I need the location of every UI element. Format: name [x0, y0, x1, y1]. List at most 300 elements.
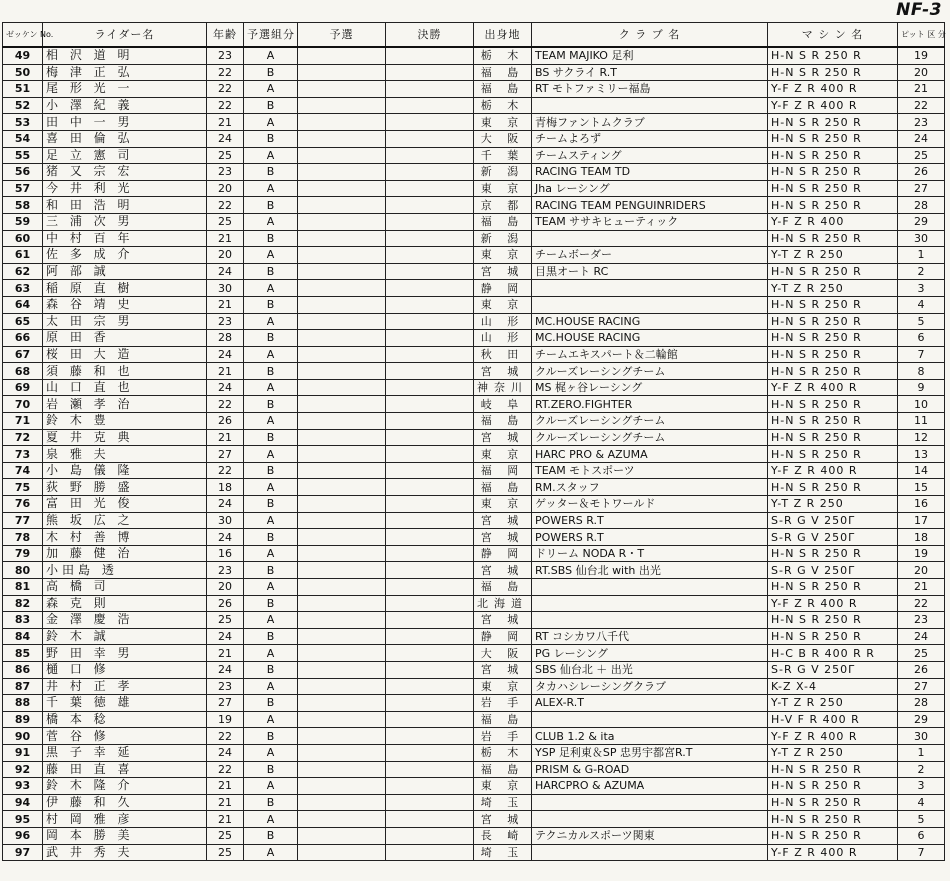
machine-name: S-R G V 250Γ: [768, 512, 898, 529]
table-row: [3, 545, 945, 562]
qualifying-group: A: [244, 213, 298, 230]
page-tag: NF-3: [896, 0, 942, 20]
machine-name: S-R G V 250Γ: [768, 562, 898, 579]
rider-name: 荻 野 勝 盛: [43, 479, 207, 496]
table-row: [3, 761, 945, 778]
rider-age: 24: [207, 263, 244, 280]
qualifying-result: [298, 280, 386, 297]
club-name: 青梅ファントムクラブ: [532, 114, 768, 131]
final-result: [386, 429, 474, 446]
origin-prefecture: 神奈川: [474, 379, 532, 396]
qualifying-result: [298, 744, 386, 761]
machine-name: H-N S R 250 R: [768, 579, 898, 596]
origin-prefecture: 宮 城: [474, 263, 532, 280]
club-name: チームスティング: [532, 147, 768, 164]
club-name: [532, 579, 768, 596]
club-name: [532, 296, 768, 313]
machine-name: H-N S R 250 R: [768, 164, 898, 181]
rider-age: 20: [207, 180, 244, 197]
machine-name: H-N S R 250 R: [768, 479, 898, 496]
machine-name: H-N S R 250 R: [768, 130, 898, 147]
pit-section: 29: [898, 213, 945, 230]
header-qualifying: 予選: [298, 23, 386, 48]
club-name: MC.HOUSE RACING: [532, 330, 768, 347]
machine-name: H-N S R 250 R: [768, 363, 898, 380]
qualifying-group: B: [244, 130, 298, 147]
table-row: [3, 429, 945, 446]
table-row: [3, 678, 945, 695]
table-row: [3, 512, 945, 529]
pit-section: 23: [898, 612, 945, 629]
table-row: [3, 529, 945, 546]
club-name: ゲッター＆モトワールド: [532, 496, 768, 513]
rider-number: 95: [3, 811, 43, 828]
rider-number: 54: [3, 130, 43, 147]
rider-age: 16: [207, 545, 244, 562]
origin-prefecture: 静 岡: [474, 280, 532, 297]
rider-name: 高 橋 司: [43, 579, 207, 596]
table-body: [3, 47, 945, 861]
rider-age: 23: [207, 562, 244, 579]
pit-section: 27: [898, 180, 945, 197]
header-number: ゼッケン No.: [3, 23, 43, 48]
machine-name: H-N S R 250 R: [768, 330, 898, 347]
qualifying-group: A: [244, 81, 298, 98]
rider-name: 加 藤 健 治: [43, 545, 207, 562]
table-row: [3, 230, 945, 247]
qualifying-group: B: [244, 363, 298, 380]
table-row: [3, 81, 945, 98]
pit-section: 26: [898, 661, 945, 678]
qualifying-group: A: [244, 778, 298, 795]
pit-section: 22: [898, 97, 945, 114]
pit-section: 6: [898, 827, 945, 844]
final-result: [386, 247, 474, 264]
qualifying-group: A: [244, 512, 298, 529]
rider-name: 阿 部 誠: [43, 263, 207, 280]
origin-prefecture: 東 京: [474, 114, 532, 131]
origin-prefecture: 静 岡: [474, 628, 532, 645]
table-row: [3, 313, 945, 330]
rider-name: 泉 雅 夫: [43, 446, 207, 463]
header-pit: ピット 区 分: [898, 23, 945, 48]
rider-number: 56: [3, 164, 43, 181]
rider-name: 橋 本 稔: [43, 711, 207, 728]
rider-age: 24: [207, 529, 244, 546]
qualifying-result: [298, 147, 386, 164]
rider-age: 23: [207, 47, 244, 64]
machine-name: H-N S R 250 R: [768, 612, 898, 629]
qualifying-group: A: [244, 413, 298, 430]
table-row: [3, 628, 945, 645]
rider-name: 小 島 儀 隆: [43, 462, 207, 479]
club-name: [532, 811, 768, 828]
qualifying-result: [298, 263, 386, 280]
origin-prefecture: 新 潟: [474, 230, 532, 247]
rider-name: 木 村 善 博: [43, 529, 207, 546]
club-name: RACING TEAM TD: [532, 164, 768, 181]
qualifying-result: [298, 811, 386, 828]
rider-age: 18: [207, 479, 244, 496]
origin-prefecture: 大 阪: [474, 645, 532, 662]
final-result: [386, 180, 474, 197]
rider-age: 21: [207, 794, 244, 811]
rider-name: 足 立 憲 司: [43, 147, 207, 164]
rider-name: 村 岡 雅 彦: [43, 811, 207, 828]
origin-prefecture: 北海道: [474, 595, 532, 612]
qualifying-result: [298, 429, 386, 446]
qualifying-result: [298, 197, 386, 214]
origin-prefecture: 東 京: [474, 778, 532, 795]
qualifying-result: [298, 645, 386, 662]
machine-name: H-N S R 250 R: [768, 761, 898, 778]
club-name: PRISM & G-ROAD: [532, 761, 768, 778]
qualifying-group: A: [244, 645, 298, 662]
rider-number: 74: [3, 462, 43, 479]
pit-section: 8: [898, 363, 945, 380]
club-name: BS サクライ R.T: [532, 64, 768, 81]
rider-age: 20: [207, 579, 244, 596]
club-name: POWERS R.T: [532, 529, 768, 546]
table-row: [3, 728, 945, 745]
rider-name: 佐 多 成 介: [43, 247, 207, 264]
rider-name: 須 藤 和 也: [43, 363, 207, 380]
rider-number: 85: [3, 645, 43, 662]
rider-name: 三 浦 次 男: [43, 213, 207, 230]
table-row: [3, 579, 945, 596]
final-result: [386, 114, 474, 131]
table-row: [3, 778, 945, 795]
table-row: [3, 164, 945, 181]
club-name: TEAM MAJIKO 足利: [532, 47, 768, 64]
table-row: [3, 811, 945, 828]
machine-name: Y-F Z R 400 R: [768, 379, 898, 396]
pit-section: 1: [898, 247, 945, 264]
origin-prefecture: 福 島: [474, 479, 532, 496]
machine-name: H-N S R 250 R: [768, 296, 898, 313]
rider-age: 24: [207, 130, 244, 147]
table-row: [3, 263, 945, 280]
rider-number: 66: [3, 330, 43, 347]
qualifying-result: [298, 612, 386, 629]
pit-section: 13: [898, 446, 945, 463]
rider-name: 梅 津 正 弘: [43, 64, 207, 81]
table-row: [3, 496, 945, 513]
pit-section: 14: [898, 462, 945, 479]
rider-name: 金 澤 慶 浩: [43, 612, 207, 629]
origin-prefecture: 福 島: [474, 761, 532, 778]
rider-number: 52: [3, 97, 43, 114]
table-row: [3, 562, 945, 579]
qualifying-result: [298, 579, 386, 596]
pit-section: 18: [898, 529, 945, 546]
rider-age: 26: [207, 595, 244, 612]
pit-section: 10: [898, 396, 945, 413]
rider-age: 22: [207, 64, 244, 81]
club-name: ドリーム NODA R・T: [532, 545, 768, 562]
machine-name: H-N S R 250 R: [768, 197, 898, 214]
table-row: [3, 330, 945, 347]
pit-section: 21: [898, 81, 945, 98]
final-result: [386, 164, 474, 181]
pit-section: 16: [898, 496, 945, 513]
club-name: タカハシレーシングクラブ: [532, 678, 768, 695]
club-name: [532, 595, 768, 612]
rider-name: 井 村 正 孝: [43, 678, 207, 695]
rider-age: 24: [207, 346, 244, 363]
qualifying-result: [298, 230, 386, 247]
rider-name: 武 井 秀 夫: [43, 844, 207, 861]
machine-name: H-N S R 250 R: [768, 147, 898, 164]
final-result: [386, 346, 474, 363]
table-row: [3, 595, 945, 612]
machine-name: H-N S R 250 R: [768, 313, 898, 330]
final-result: [386, 396, 474, 413]
machine-name: Y-F Z R 400 R: [768, 462, 898, 479]
rider-name: 小田島 透: [43, 562, 207, 579]
rider-age: 21: [207, 645, 244, 662]
rider-number: 72: [3, 429, 43, 446]
final-result: [386, 296, 474, 313]
club-name: チームよろず: [532, 130, 768, 147]
rider-name: 岩 瀬 孝 治: [43, 396, 207, 413]
qualifying-result: [298, 81, 386, 98]
qualifying-result: [298, 778, 386, 795]
club-name: MS 梶ヶ谷レーシング: [532, 379, 768, 396]
machine-name: H-N S R 250 R: [768, 446, 898, 463]
pit-section: 20: [898, 562, 945, 579]
origin-prefecture: 宮 城: [474, 363, 532, 380]
rider-age: 27: [207, 695, 244, 712]
pit-section: 28: [898, 197, 945, 214]
machine-name: Y-T Z R 250: [768, 280, 898, 297]
rider-number: 94: [3, 794, 43, 811]
qualifying-result: [298, 213, 386, 230]
pit-section: 4: [898, 794, 945, 811]
rider-name: 和 田 浩 明: [43, 197, 207, 214]
rider-number: 78: [3, 529, 43, 546]
qualifying-group: B: [244, 330, 298, 347]
pit-section: 30: [898, 728, 945, 745]
rider-age: 22: [207, 197, 244, 214]
qualifying-group: A: [244, 346, 298, 363]
pit-section: 9: [898, 379, 945, 396]
rider-number: 53: [3, 114, 43, 131]
final-result: [386, 728, 474, 745]
club-name: [532, 612, 768, 629]
machine-name: K-Z X-4: [768, 678, 898, 695]
rider-number: 50: [3, 64, 43, 81]
final-result: [386, 446, 474, 463]
machine-name: H-N S R 250 R: [768, 180, 898, 197]
qualifying-result: [298, 64, 386, 81]
final-result: [386, 562, 474, 579]
table-row: [3, 695, 945, 712]
table-row: [3, 213, 945, 230]
qualifying-group: B: [244, 164, 298, 181]
rider-age: 24: [207, 379, 244, 396]
rider-age: 24: [207, 744, 244, 761]
rider-number: 76: [3, 496, 43, 513]
final-result: [386, 512, 474, 529]
rider-name: 森 克 則: [43, 595, 207, 612]
table-row: [3, 180, 945, 197]
rider-age: 23: [207, 678, 244, 695]
origin-prefecture: 栃 木: [474, 744, 532, 761]
machine-name: Y-F Z R 400 R: [768, 728, 898, 745]
club-name: [532, 280, 768, 297]
rider-number: 75: [3, 479, 43, 496]
final-result: [386, 379, 474, 396]
rider-number: 71: [3, 413, 43, 430]
origin-prefecture: 福 岡: [474, 462, 532, 479]
rider-number: 62: [3, 263, 43, 280]
rider-name: 黒 子 幸 延: [43, 744, 207, 761]
qualifying-group: B: [244, 462, 298, 479]
rider-name: 鈴 木 隆 介: [43, 778, 207, 795]
qualifying-group: A: [244, 545, 298, 562]
rider-age: 21: [207, 429, 244, 446]
qualifying-group: A: [244, 313, 298, 330]
machine-name: Y-T Z R 250: [768, 496, 898, 513]
rider-age: 23: [207, 313, 244, 330]
qualifying-group: A: [244, 280, 298, 297]
final-result: [386, 413, 474, 430]
table-row: [3, 296, 945, 313]
pit-section: 4: [898, 296, 945, 313]
table-row: [3, 97, 945, 114]
final-result: [386, 612, 474, 629]
origin-prefecture: 宮 城: [474, 529, 532, 546]
machine-name: H-N S R 250 R: [768, 429, 898, 446]
final-result: [386, 761, 474, 778]
club-name: RT モトファミリー福島: [532, 81, 768, 98]
rider-name: 夏 井 克 典: [43, 429, 207, 446]
pit-section: 20: [898, 64, 945, 81]
pit-section: 12: [898, 429, 945, 446]
club-name: クルーズレーシングチーム: [532, 413, 768, 430]
club-name: PG レーシング: [532, 645, 768, 662]
table-row: [3, 147, 945, 164]
final-result: [386, 197, 474, 214]
qualifying-group: A: [244, 446, 298, 463]
qualifying-group: B: [244, 197, 298, 214]
table-row: [3, 47, 945, 64]
machine-name: H-N S R 250 R: [768, 545, 898, 562]
qualifying-result: [298, 379, 386, 396]
rider-name: 稲 原 直 樹: [43, 280, 207, 297]
rider-number: 86: [3, 661, 43, 678]
table-row: [3, 479, 945, 496]
qualifying-group: A: [244, 114, 298, 131]
qualifying-group: B: [244, 529, 298, 546]
rider-name: 鈴 木 誠: [43, 628, 207, 645]
qualifying-group: B: [244, 628, 298, 645]
machine-name: Y-T Z R 250: [768, 744, 898, 761]
club-name: HARC PRO & AZUMA: [532, 446, 768, 463]
qualifying-group: B: [244, 97, 298, 114]
club-name: Jha レーシング: [532, 180, 768, 197]
qualifying-group: A: [244, 180, 298, 197]
qualifying-group: B: [244, 794, 298, 811]
final-result: [386, 147, 474, 164]
final-result: [386, 479, 474, 496]
rider-age: 21: [207, 296, 244, 313]
rider-age: 28: [207, 330, 244, 347]
qualifying-group: A: [244, 579, 298, 596]
club-name: RT.ZERO.FIGHTER: [532, 396, 768, 413]
origin-prefecture: 福 島: [474, 64, 532, 81]
machine-name: H-N S R 250 R: [768, 64, 898, 81]
final-result: [386, 313, 474, 330]
final-result: [386, 579, 474, 596]
qualifying-result: [298, 496, 386, 513]
rider-number: 57: [3, 180, 43, 197]
machine-name: H-N S R 250 R: [768, 628, 898, 645]
qualifying-result: [298, 396, 386, 413]
club-name: [532, 711, 768, 728]
club-name: クルーズレーシングチーム: [532, 429, 768, 446]
machine-name: S-R G V 250Γ: [768, 529, 898, 546]
table-row: [3, 462, 945, 479]
final-result: [386, 280, 474, 297]
qualifying-result: [298, 678, 386, 695]
qualifying-group: B: [244, 230, 298, 247]
rider-number: 64: [3, 296, 43, 313]
rider-name: 菅 谷 修: [43, 728, 207, 745]
club-name: テクニカルスポーツ関東: [532, 827, 768, 844]
origin-prefecture: 東 京: [474, 180, 532, 197]
rider-number: 89: [3, 711, 43, 728]
rider-number: 82: [3, 595, 43, 612]
origin-prefecture: 新 潟: [474, 164, 532, 181]
club-name: [532, 97, 768, 114]
pit-section: 19: [898, 47, 945, 64]
rider-number: 68: [3, 363, 43, 380]
qualifying-result: [298, 711, 386, 728]
final-result: [386, 794, 474, 811]
final-result: [386, 330, 474, 347]
pit-section: 21: [898, 579, 945, 596]
pit-section: 25: [898, 645, 945, 662]
final-result: [386, 661, 474, 678]
origin-prefecture: 栃 木: [474, 47, 532, 64]
qualifying-group: A: [244, 379, 298, 396]
qualifying-result: [298, 413, 386, 430]
machine-name: H-N S R 250 R: [768, 827, 898, 844]
qualifying-group: A: [244, 147, 298, 164]
pit-section: 17: [898, 512, 945, 529]
final-result: [386, 263, 474, 280]
rider-name: 樋 口 修: [43, 661, 207, 678]
origin-prefecture: 福 島: [474, 413, 532, 430]
final-result: [386, 130, 474, 147]
table-row: [3, 396, 945, 413]
table-row: [3, 446, 945, 463]
origin-prefecture: 福 島: [474, 711, 532, 728]
machine-name: H-V F R 400 R: [768, 711, 898, 728]
entry-list-table: [2, 22, 945, 861]
table-row: [3, 413, 945, 430]
rider-age: 22: [207, 462, 244, 479]
final-result: [386, 81, 474, 98]
final-result: [386, 827, 474, 844]
origin-prefecture: 埼 玉: [474, 794, 532, 811]
rider-age: 30: [207, 280, 244, 297]
machine-name: H-N S R 250 R: [768, 778, 898, 795]
origin-prefecture: 東 京: [474, 496, 532, 513]
final-result: [386, 529, 474, 546]
